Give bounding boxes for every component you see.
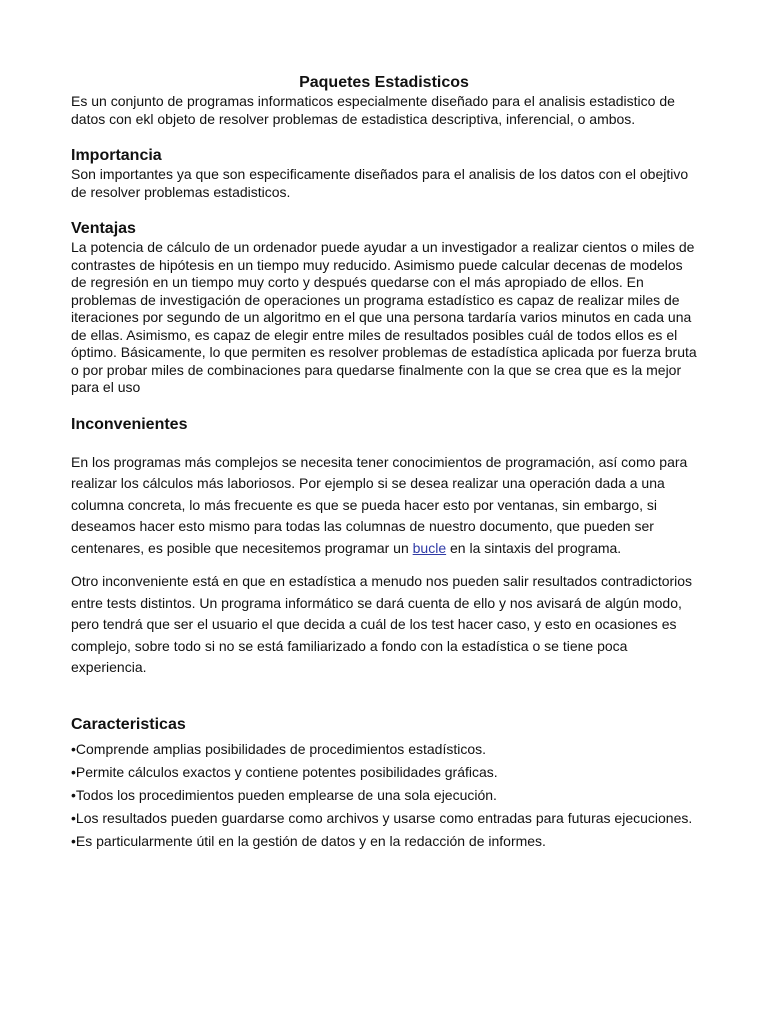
inconvenientes-text-after-link: en la sintaxis del programa.	[446, 539, 622, 556]
list-item: •Es particularmente útil en la gestión de datos y en la redacción de informes.	[71, 832, 546, 849]
list-item: •Permite cálculos exactos y contiene potentes posibilidades gráficas.	[71, 763, 498, 780]
caracteristicas-heading: Caracteristicas	[71, 715, 186, 733]
document-title: Paquetes Estadisticos	[299, 74, 469, 91]
importancia-paragraph: Son importantes ya que son especificamente diseñados para el analisis de los datos con el obejtivo de resolver problemas estadisticos.	[71, 166, 689, 200]
inconvenientes-heading: Inconvenientes	[71, 415, 188, 433]
importancia-heading: Importancia	[71, 147, 162, 164]
list-item: •Todos los procedimientos pueden emplearse de una sola ejecución.	[71, 786, 497, 803]
bucle-link[interactable]: bucle	[412, 539, 447, 556]
inconvenientes-paragraph-1	[71, 452, 697, 560]
intro-paragraph: Es un conjunto de programas informaticos especialmente diseñado para el analisis estadistico de datos con ekl objeto de resolver problemas de estadistica descriptiva, inferencial, o ambos.	[71, 93, 675, 127]
inconvenientes-paragraph-2: Otro inconveniente está en que en estadística a menudo nos pueden salir resultados contradictorios entre tests distintos. Un programa informático se dará cuenta de ello y nos avisará de algún modo, pero tendrá que ser el usuario el que decida a cuál de los test hacer caso, y esto en ocasiones es complejo, sobre todo si no se está familiarizado a fondo con la estadística o se tiene poca experiencia.	[71, 573, 693, 675]
caracteristicas-list	[71, 738, 697, 853]
ventajas-heading: Ventajas	[71, 220, 136, 237]
inconvenientes-text-before-link: En los programas más complejos se necesita tener conocimientos de programación, así como para realizar los cálculos más laboriosos. Por ejemplo si se desea realizar una operación dada a una columna concreta, lo más frecuente es que se pueda hacer esto por ventanas, sin embargo, si deseamos hacer esto mismo para todas las columnas de nuestro documento, que pueden ser centenares, es posible que necesitemos programar un	[71, 453, 688, 556]
list-item: •Los resultados pueden guardarse como archivos y usarse como entradas para futuras ejecuciones.	[71, 809, 693, 826]
list-item: •Comprende amplias posibilidades de procedimientos estadísticos.	[71, 740, 487, 757]
ventajas-paragraph: La potencia de cálculo de un ordenador puede ayudar a un investigador a realizar cientos o miles de contrastes de hipótesis en un tiempo muy reducido. Asimismo puede calcular decenas de modelos de regresión en un tiempo muy corto y después quedarse con el más apropiado de ellos. En problemas de investigación de operaciones un programa estadístico es capaz de realizar miles de iteraciones por segundo de un algoritmo en el que una persona tardaría varios minutos en cada una de ellas. Asimismo, es capaz de elegir entre miles de resultados posibles cuál de todos ellos es el óptimo. Básicamente, lo que permiten es resolver problemas de estadística aplicada por fuerza bruta o por probar miles de combinaciones para quedarse finalmente con la que se crea que es la mejor para el uso	[71, 239, 697, 395]
document-page	[71, 73, 697, 853]
